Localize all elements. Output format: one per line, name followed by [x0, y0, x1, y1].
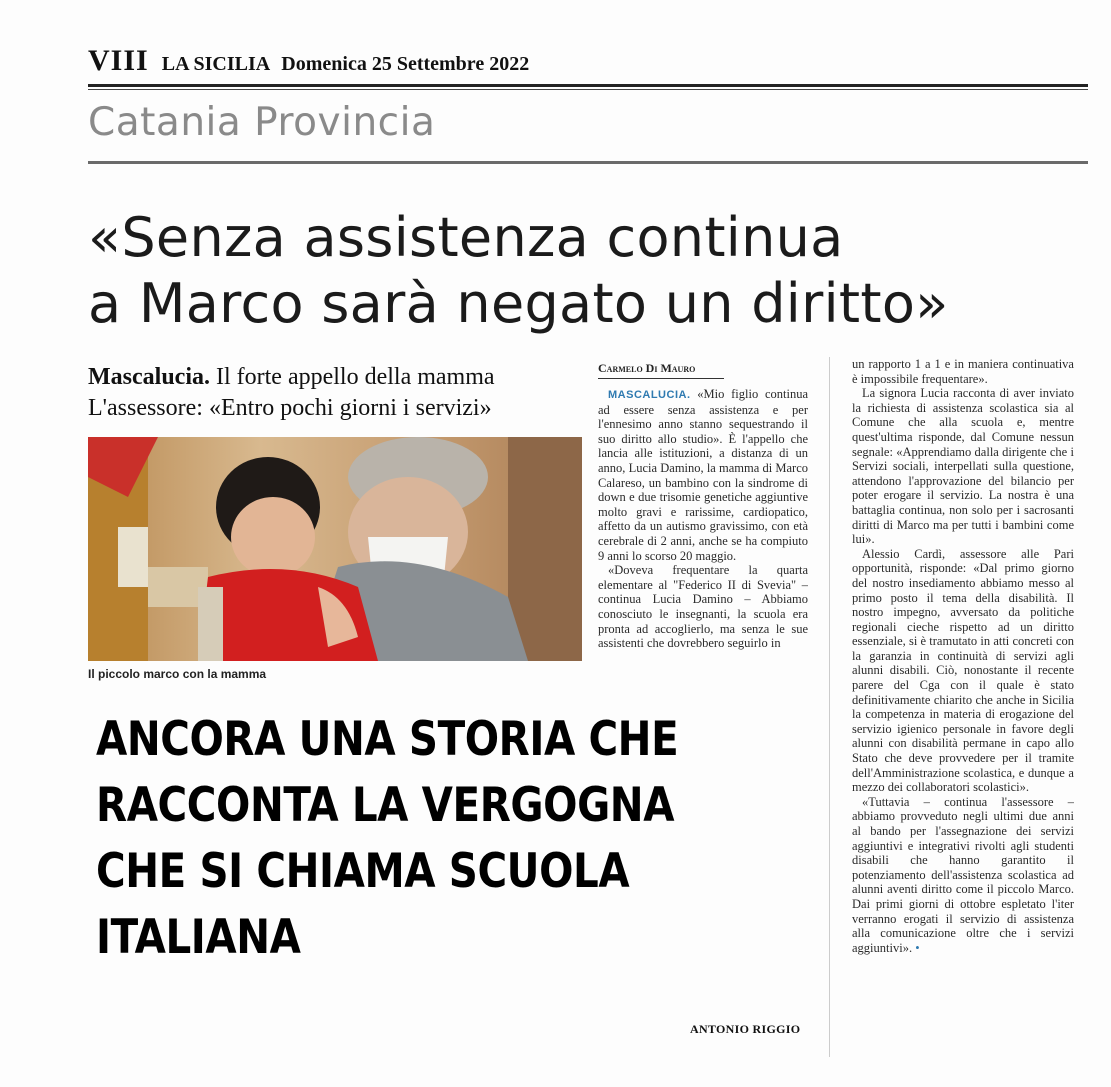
overlay-comment [96, 707, 724, 971]
masthead-rule [88, 84, 1088, 87]
byline-rule [598, 378, 724, 379]
photo-caption: Il piccolo marco con la mamma [88, 667, 267, 681]
article-paragraph: «Doveva frequentare la quarta elementare al "Federico II di Svevia" – continua Lucia Damino – Abbiamo conosciuto le insegnanti, la scuola era pronta ad accoglierlo, ma senza le sue assistenti che dovrebbero seguirlo in [598, 563, 808, 651]
paragraph-text: «Tuttavia – continua l'assessore – abbiamo provveduto negli ultimi due anni al bando per l'assegnazione dei servizi aggiuntivi e integrativi rivolti agli studenti disabili che hanno garantito il potenziamento dell'assistenza scolastica ad alunni aventi diritto come il piccolo Marco. Dai primi giorni di ottobre espletato l'iter verranno erogati il servizio di assistenza alla comunicazione oltre che i servizi aggiuntivi». [852, 794, 1074, 955]
paragraph-text: «Mio figlio continua ad essere senza assistenza e per l'ennesimo anno stanno sequestrando il suo diritto allo studio». È l'appello che lancia alle istituzioni, a distanza di un anno, Lucia Damino, la mamma di Marco Calareso, un bambino con la sindrome di down e due trisomie genetiche aggiuntive molto gravi e rarissime, cardiopatico, affetto da un autismo gravissimo, con età cerebrale di 2 anni, anche se ha compiuto 9 anni lo scorso 20 maggio. [598, 387, 808, 563]
overlay-line-3: CHE SI CHIAMA SCUOLA [96, 844, 630, 899]
column-divider [829, 357, 830, 1057]
article-paragraph [852, 795, 1074, 956]
masthead [88, 44, 1088, 80]
subhead-line-1 [88, 362, 588, 393]
page-number: VIII [88, 44, 149, 77]
article-paragraph: La signora Lucia racconta di aver inviato la richiesta di assistenza scolastica sia al Comune che alla scuola e, mentre quest'ultima risponde, dal Comune nessun segnale: «Apprendiamo dalla dirigente che i Servizi sociali, interpellati sulla questione, attendono l'approvazione del bilancio per poter erogare il servizio. La nostra è una battaglia continua, non solo per i sacrosanti diritti di Marco ma per tutti i bambini come lui». [852, 386, 1074, 547]
headline-line-2: a Marco sarà negato un diritto» [88, 272, 949, 335]
subhead-place: Mascalucia. [88, 364, 210, 390]
subhead-line-2: L'assessore: «Entro pochi giorni i servizi» [88, 395, 492, 421]
article-dateline: MASCALUCIA. [608, 389, 691, 401]
end-mark: • [915, 940, 920, 955]
byline: Carmelo Di Mauro [598, 361, 696, 375]
article-paragraph: un rapporto 1 a 1 e in maniera continuativa è impossibile frequentare». [852, 357, 1074, 386]
overlay-line-1: ANCORA UNA STORIA CHE [96, 712, 679, 767]
article-paragraph: Alessio Cardì, assessore alle Pari opportunità, risponde: «Dal primo giorno del nostro insediamento abbiamo messo al primo posto il tema della disabilità. Il nostro impegno, avversato da politiche regionali cieche rispetto ad un diritto essenziale, si è tramutato in atti concreti con la garanzia in continuità di servizi agli alunni disabili. Ciò, nonostante il recente parere del Cga con il quale è stato definitivamente chiarito che anche in Sicilia la competenza in materia di erogazione del servizio igienico personale in favore degli alunni con disabilità permane in capo allo Stato che deve provvedere per il tramite dell'Amministrazione scolastica, e dunque a mezzo dei collaboratori scolastici». [852, 546, 1074, 795]
overlay-line-4: ITALIANA [96, 910, 301, 965]
masthead-rule-thin [88, 89, 1088, 90]
section-rule [88, 161, 1088, 164]
subhead-line-1-text: Il forte appello della mamma [215, 364, 495, 390]
article-column-1 [598, 387, 808, 687]
section-title: Catania Provincia [88, 100, 436, 145]
article-headline [88, 205, 1088, 337]
overlay-line-2: RACCONTA LA VERGOGNA [96, 778, 675, 833]
article-column-2 [852, 357, 1074, 1065]
overlay-signature: ANTONIO RIGGIO [690, 1022, 801, 1036]
article-paragraph [598, 387, 808, 563]
article-subhead [88, 362, 588, 424]
headline-line-1: «Senza assistenza continua [88, 206, 844, 269]
mother-and-child-photo-image [88, 437, 582, 661]
issue-date: Domenica 25 Settembre 2022 [281, 53, 530, 75]
article-photo [88, 437, 582, 661]
newspaper-name: LA SICILIA [161, 53, 271, 75]
